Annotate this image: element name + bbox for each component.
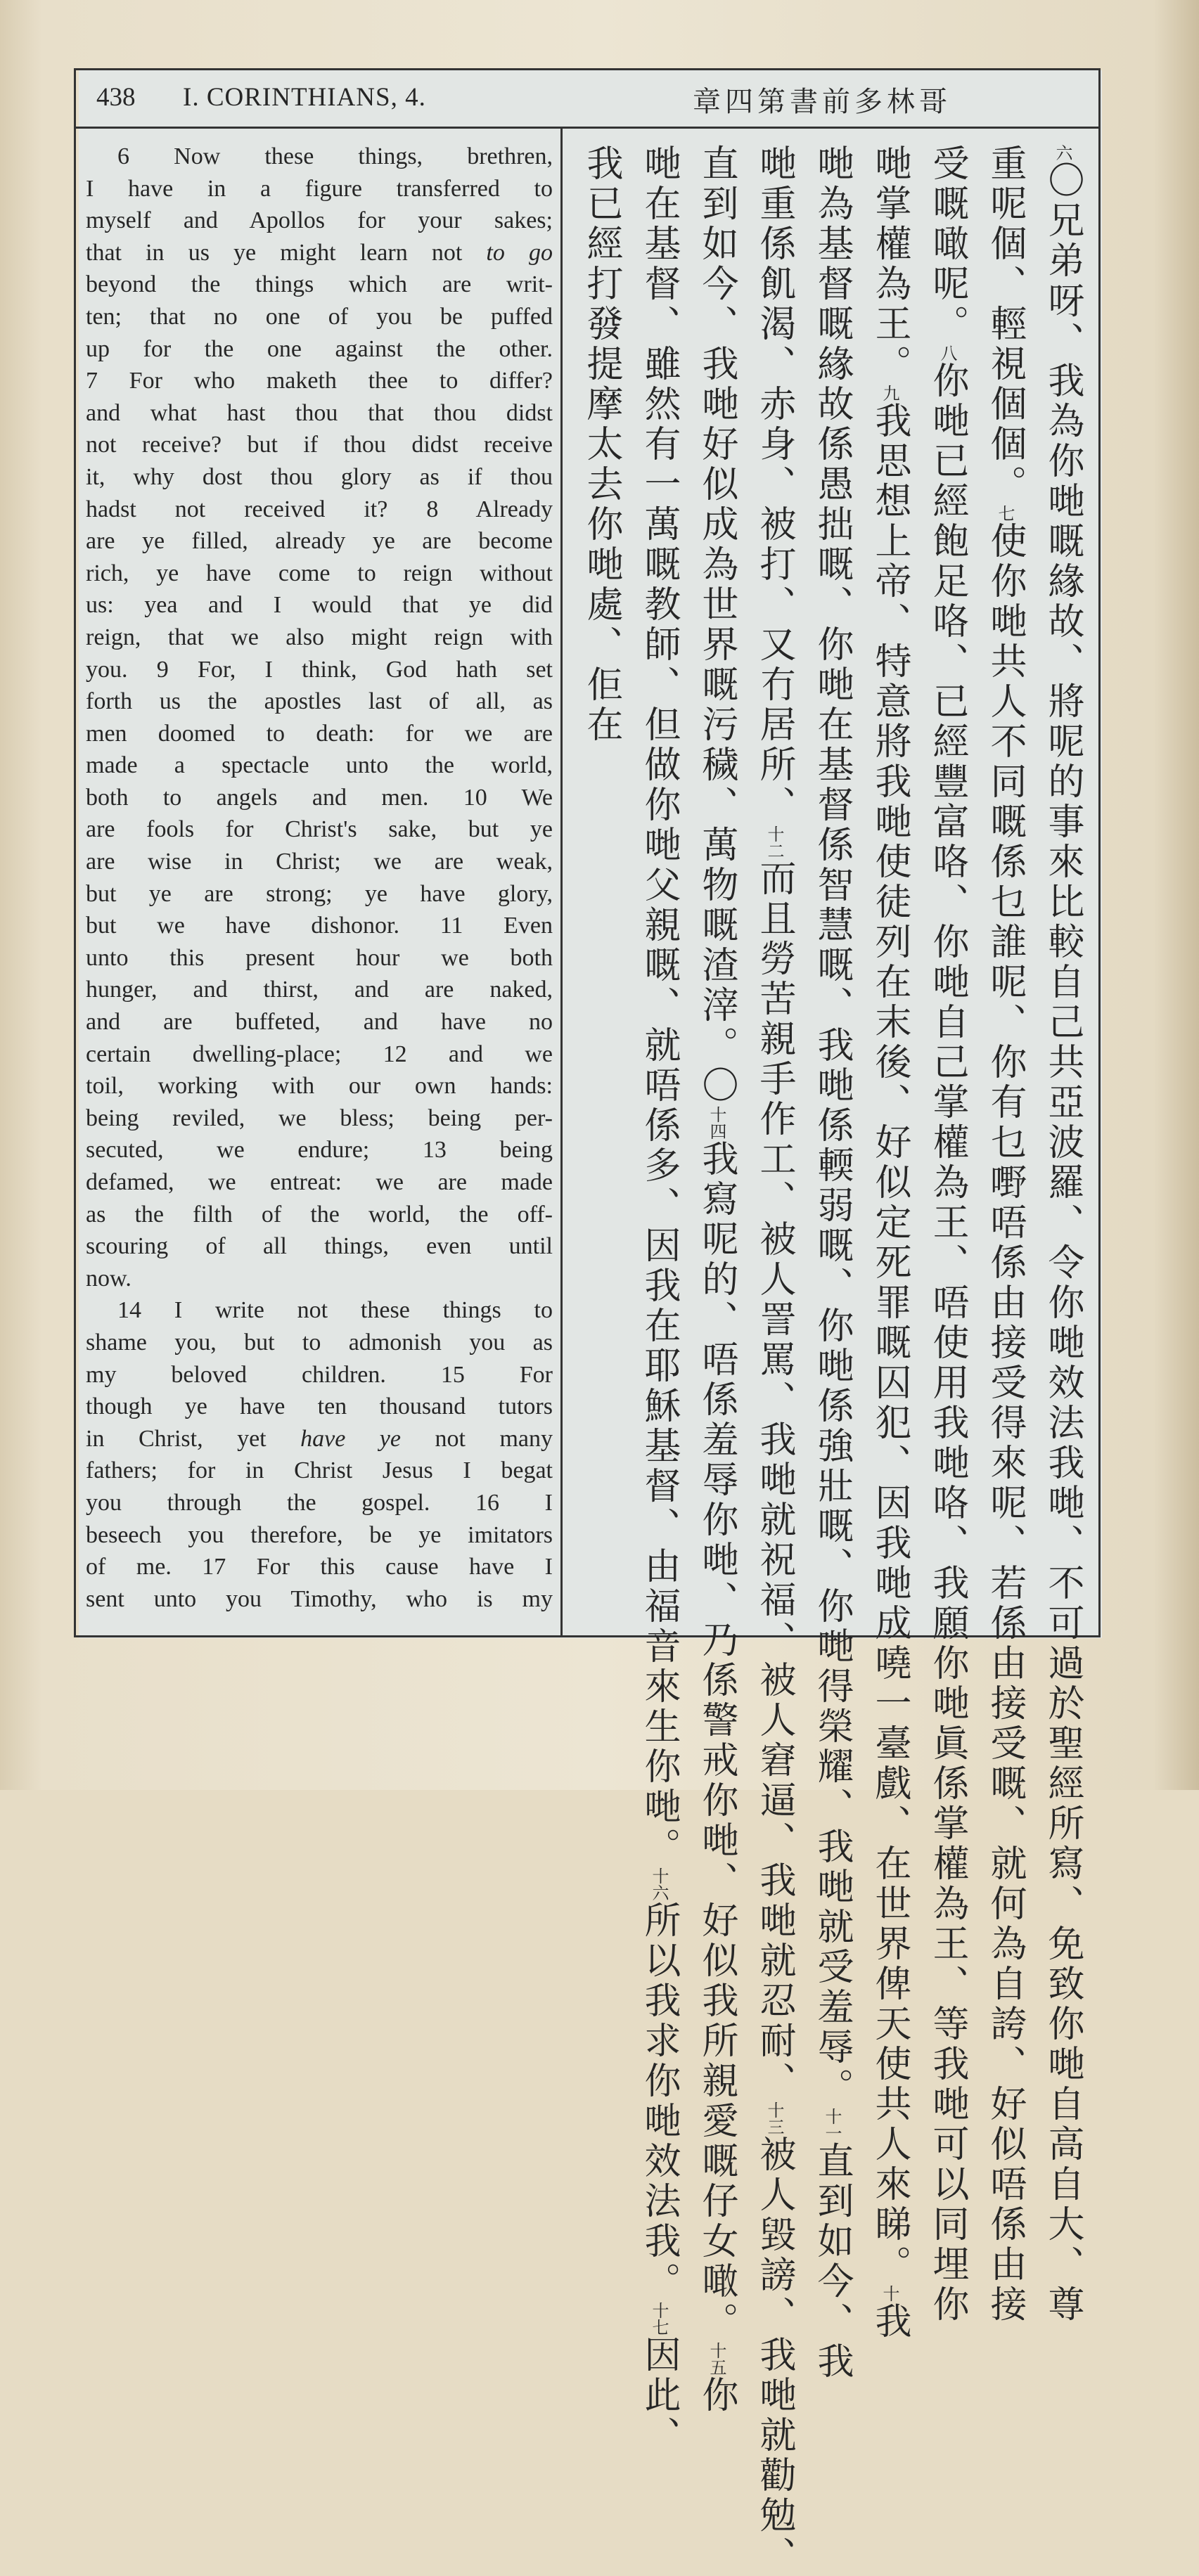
text-line: [86, 429, 553, 461]
text-line: [86, 974, 553, 1006]
text-line: [86, 1391, 553, 1423]
text-segment: 哋為基督嘅緣故係愚拙嘅、你哋在基督係智慧嘅、我哋係輭弱嘅、你哋係強壯嘅、你哋得榮耀、我哋就受羞辱。: [811, 144, 853, 2108]
text-segment: scouring of all things, even until: [86, 1233, 553, 1260]
text-line: [86, 525, 553, 558]
text-segment: 而且勞苦親手作工、被人詈罵、我哋就祝福、被人窘逼、我哋就忍耐、: [753, 859, 795, 2101]
text-segment: 我已經打發提摩太去你哋處、佢在: [580, 144, 622, 745]
chinese-text-column: [571, 144, 1091, 2576]
vertical-text-column: [976, 144, 1034, 2325]
vertical-text-column: [630, 144, 688, 2456]
vertical-text-column: [861, 144, 918, 2342]
text-segment: but we have dishonor. 11 Even: [86, 913, 553, 939]
text-segment: not receive? but if thou didst receive: [86, 432, 553, 458]
text-segment: but ye are strong; ye have glory,: [86, 880, 553, 907]
text-line: [86, 1230, 553, 1263]
verse-number: 七: [995, 505, 1015, 522]
english-text-column: [86, 141, 553, 1615]
text-segment: certain dwelling-place; 12 and we: [86, 1041, 553, 1067]
text-segment: that in us ye might learn not: [86, 239, 487, 266]
text-line: [86, 782, 553, 814]
verse-number: 九: [880, 385, 899, 401]
text-segment: both to angels and men. 10 We: [86, 784, 553, 811]
chinese-running-title: 章四第書前多林哥: [693, 86, 951, 118]
text-segment: up for the one against the other.: [86, 335, 553, 362]
text-segment: 直到如今、我: [811, 2142, 853, 2382]
text-segment: 哋掌權為王。: [868, 144, 911, 385]
text-segment: us: yea and I would that ye did: [86, 592, 553, 619]
text-segment: fathers; for in Christ Jesus I begat: [86, 1457, 553, 1484]
text-line: [86, 365, 553, 397]
text-segment: now.: [86, 1265, 132, 1292]
text-segment: shame you, but to admonish you as: [86, 1329, 553, 1355]
verse-number: 十: [880, 2285, 899, 2302]
text-line: [86, 942, 553, 974]
text-line: [86, 269, 553, 301]
text-line: [86, 558, 553, 590]
text-line: [86, 301, 553, 333]
running-title: I. CORINTHIANS, 4.: [183, 83, 426, 112]
text-line: [86, 1038, 553, 1071]
page-header: [74, 68, 1101, 129]
text-segment: 所以我求你哋效法我。: [638, 1901, 680, 2302]
text-line: [86, 910, 553, 942]
text-segment: are wise in Christ; we are weak,: [86, 849, 553, 875]
text-line: [86, 1455, 553, 1487]
text-line: [86, 1263, 553, 1295]
text-segment: sent unto you Timothy, who is my: [86, 1585, 553, 1612]
text-segment: 受嘅噉呢。: [926, 144, 968, 344]
text-segment: you through the gospel. 16 I: [86, 1489, 553, 1516]
text-segment: 被人毀謗、我哋就勸勉、: [753, 2135, 795, 2576]
text-line: [86, 1519, 553, 1552]
verse-number: 八: [937, 344, 957, 361]
text-segment: beyond the things which are writ-: [86, 271, 553, 298]
text-segment: 哋重係飢渴、赤身、被打、又冇居所、: [753, 144, 795, 825]
text-segment: you. 9 For, I think, God hath set: [86, 656, 553, 683]
text-segment: 哋在基督、雖然有一萬嘅教師、但做你哋父親嘅、就唔係多、因我在耶穌基督、由福音來生你哋。: [638, 144, 680, 1867]
text-segment: I have in a figure transferred to: [86, 175, 553, 202]
text-line: [86, 813, 553, 846]
text-segment: 重呢個、輕視個個。: [984, 144, 1026, 505]
text-segment: are ye filled, already ye are become: [86, 528, 553, 555]
text-line: [86, 749, 553, 782]
text-line: [86, 1006, 553, 1038]
text-segment: made a spectacle unto the world,: [86, 752, 553, 779]
text-segment: forth us the apostles last of all, as: [86, 688, 553, 715]
verse-number: 十三: [764, 2101, 784, 2135]
text-segment: not many: [401, 1425, 553, 1452]
text-segment: rich, ye have come to reign without: [86, 560, 553, 586]
text-segment: in Christ, yet: [86, 1425, 301, 1452]
text-segment: my beloved children. 15 For: [86, 1361, 553, 1388]
text-line: [86, 589, 553, 622]
text-line: [86, 141, 553, 173]
text-segment: 因此、: [638, 2336, 680, 2456]
text-segment: myself and Apollos for your sakes;: [86, 207, 553, 234]
vertical-text-column: [688, 144, 745, 2416]
text-segment: 你哋已經飽足咯、已經豐富咯、你哋自己掌權為王、唔使用我哋咯、我願你哋眞係掌權為王、等我哋可以同埋你: [926, 361, 968, 2325]
text-segment: being reviled, we bless; being per-: [86, 1105, 553, 1131]
text-line: [86, 1199, 553, 1231]
text-segment: ten; that no one of you be puffed: [86, 303, 553, 330]
text-line: [86, 878, 553, 910]
verse-number: 十一: [822, 2108, 842, 2142]
text-line: [86, 397, 553, 430]
italic-text: to go: [486, 239, 553, 266]
text-line: [86, 1423, 553, 1455]
text-segment: defamed, we entreat: we are made: [86, 1169, 553, 1195]
text-line: [86, 1583, 553, 1616]
italic-text: have ye: [300, 1425, 401, 1452]
vertical-text-column: [803, 144, 861, 2382]
vertical-text-column: [572, 144, 630, 1621]
text-segment: 使你哋共人不同嘅係乜誰呢、你有乜嘢唔係由接受得來呢、若係由接受嘅、就何為自誇、好似唔係由接: [984, 522, 1026, 2325]
verse-number: 十六: [649, 1867, 669, 1901]
text-segment: and what hast thou that thou didst: [86, 399, 553, 426]
text-segment: beseech you therefore, be ye imitators: [86, 1521, 553, 1548]
verse-number: 六: [1053, 144, 1072, 161]
text-line: [86, 494, 553, 526]
text-line: [86, 1166, 553, 1199]
text-segment: 〇兄弟呀、我為你哋嘅緣故、將呢的事來比較自己共亞波羅、令你哋效法我哋、不可過於聖經所寫、免致你哋自高自大、尊: [1041, 161, 1084, 2325]
text-line: [86, 1487, 553, 1519]
text-line: [86, 685, 553, 718]
text-segment: hadst not received it? 8 Already: [86, 496, 553, 522]
vertical-text-column: [1034, 144, 1091, 2325]
text-line: [86, 333, 553, 366]
text-line: [86, 718, 553, 750]
vertical-text-column: [918, 144, 976, 2325]
text-line: [86, 1359, 553, 1391]
text-segment: 你: [695, 2376, 738, 2416]
text-segment: reign, that we also might reign with: [86, 624, 553, 650]
text-line: [86, 461, 553, 494]
text-line: [86, 205, 553, 237]
text-line: [86, 1327, 553, 1359]
text-segment: 我: [868, 2302, 911, 2342]
text-line: [86, 1551, 553, 1583]
text-segment: as the filth of the world, the off-: [86, 1201, 553, 1228]
text-segment: it, why dost thou glory as if thou: [86, 463, 553, 490]
text-line: [86, 1134, 553, 1166]
text-segment: hunger, and thirst, and are naked,: [86, 977, 553, 1003]
text-segment: of me. 17 For this cause have I: [86, 1554, 553, 1580]
verse-number: 十七: [649, 2302, 669, 2336]
page-number: 438: [96, 83, 136, 112]
text-segment: unto this present hour we both: [86, 944, 553, 971]
text-line: [86, 654, 553, 686]
text-segment: though ye have ten thousand tutors: [86, 1393, 553, 1420]
verse-number: 十二: [764, 825, 784, 859]
verse-number: 十四: [707, 1106, 726, 1140]
text-segment: and are buffeted, and have no: [86, 1009, 553, 1036]
column-divider: [560, 129, 563, 1637]
text-segment: are fools for Christ's sake, but ye: [86, 816, 553, 843]
text-segment: men doomed to death: for we are: [86, 720, 553, 747]
text-line: [86, 237, 553, 269]
text-line: [86, 1294, 553, 1327]
text-line: [86, 846, 553, 878]
text-line: [86, 622, 553, 654]
text-line: [86, 173, 553, 205]
text-segment: 7 For who maketh thee to differ?: [86, 368, 553, 394]
text-segment: toil, working with our own hands:: [86, 1073, 553, 1100]
text-line: [86, 1102, 553, 1135]
text-segment: 6 Now these things, brethren,: [117, 143, 553, 169]
text-segment: 14 I write not these things to: [117, 1297, 553, 1324]
text-segment: secuted, we endure; 13 being: [86, 1137, 553, 1164]
vertical-text-column: [745, 144, 803, 2576]
text-segment: 我思想上帝、特意將我哋使徒列在末後、好似定死罪嘅囚犯、因我哋成嘵一臺戲、在世界俾天使共人來睇。: [868, 401, 911, 2285]
verse-number: 十五: [707, 2342, 726, 2376]
text-segment: 我寫呢的、唔係羞辱你哋、乃係警戒你哋、好似我所親愛嘅仔女噉。: [695, 1140, 738, 2342]
text-line: [86, 1070, 553, 1102]
text-segment: 直到如今、我哋好似成為世界嘅污穢、萬物嘅渣滓。〇: [695, 144, 738, 1106]
